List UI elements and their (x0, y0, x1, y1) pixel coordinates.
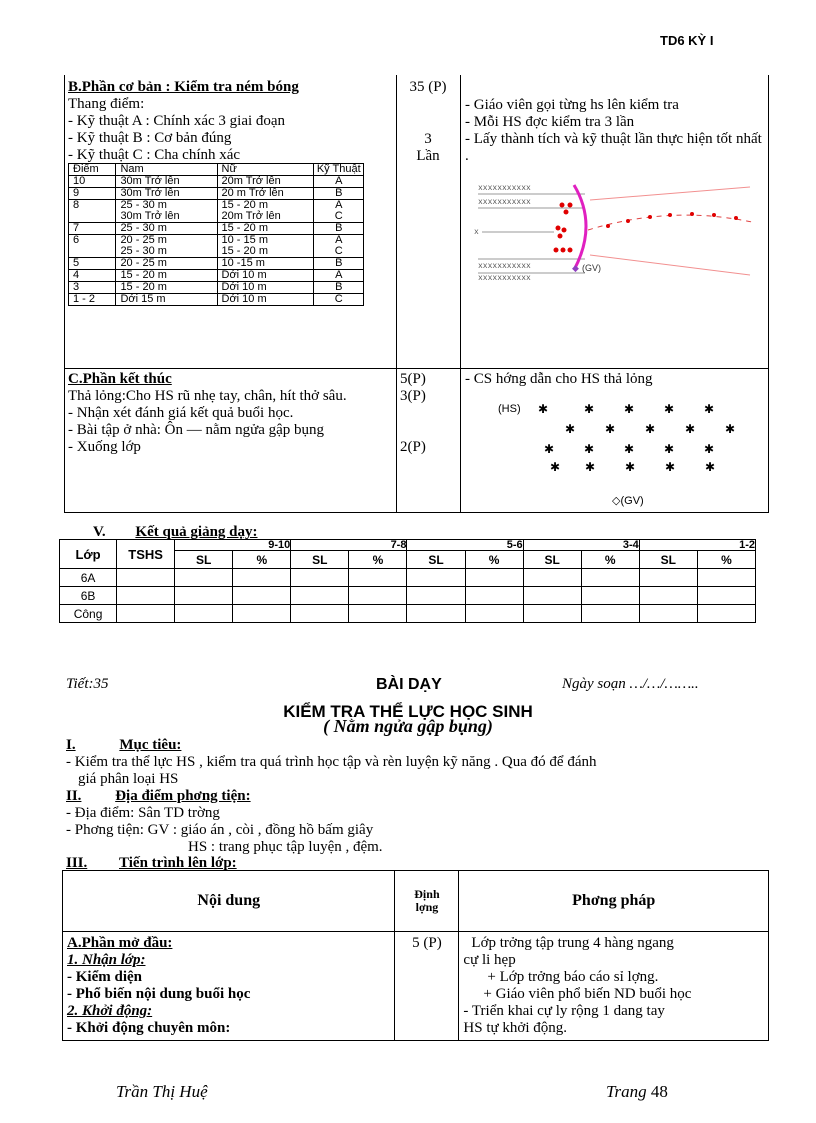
frame-right (768, 75, 769, 513)
scale-title: Thang điểm: (68, 96, 145, 112)
plan-a-method-line: + Lớp trởng báo cáo sỉ lợng. (487, 969, 659, 985)
result-cell (407, 605, 465, 623)
method-line: - Giáo viên gọi từng hs lên kiểm tra (465, 97, 679, 113)
technique-c: - Kỹ thuật C : Cha chính xác (68, 147, 241, 163)
score-cell: 9 (69, 188, 116, 200)
student-icon: ✱ (664, 442, 675, 456)
hs-label: (HS) (498, 403, 521, 415)
plan-a-item: - Khởi động chuyên môn: (67, 1020, 231, 1036)
score-cell: 15 - 20 m (116, 270, 217, 282)
x-row: xxxxxxxxxxx (478, 274, 531, 283)
x-mark: x (474, 228, 479, 237)
result-cell (175, 587, 233, 605)
section-c-content (68, 371, 368, 456)
score-header: Nữ (217, 164, 314, 176)
gv-diamond-icon: ◆ (572, 263, 579, 273)
plan-a-methods (459, 932, 769, 1041)
tiet-number: 35 (93, 676, 109, 692)
result-cell (523, 569, 581, 587)
result-cell (233, 569, 291, 587)
plan-a-item: - Kiểm diện (67, 969, 142, 985)
score-cell: 25 - 30 m (116, 223, 217, 235)
plan-header-content: Nội dung (63, 871, 395, 932)
sub-header: % (233, 551, 291, 569)
gv-formation-label: (GV) (620, 495, 644, 507)
section-2-num: II. (66, 788, 82, 804)
result-cell (117, 605, 175, 623)
score-cell: 20 m Trở lên (217, 188, 314, 200)
section-3-title: Tiến trình lên lớp: (119, 855, 237, 871)
section-2-title: Địa điểm phơng tiện: (115, 788, 251, 804)
student-icon: ✱ (725, 422, 736, 436)
score-header: Nam (116, 164, 217, 176)
technique-b: - Kỹ thuật B : Cơ bản đúng (68, 130, 232, 146)
footer-page (606, 1082, 668, 1102)
frame-divider-2 (460, 75, 461, 513)
student-icon: ✱ (664, 402, 675, 416)
score-cell: 4 (69, 270, 116, 282)
section-2-heading (66, 788, 251, 805)
section-c-item: - Nhận xét đánh giá kết quả buổi học. (68, 405, 294, 421)
result-cell (349, 569, 407, 587)
result-cell (233, 605, 291, 623)
group-header: 3-4 (523, 540, 639, 551)
section-2-line: - Địa điểm: Sân TD trờng (66, 805, 220, 821)
section-b-methods (465, 97, 765, 165)
score-cell: A C (314, 200, 364, 223)
section-c-item: - Bài tập ở nhà: Ôn — nằm ngửa gập bụng (68, 422, 325, 438)
ball-marks (554, 203, 739, 253)
sub-header: % (349, 551, 407, 569)
result-cell (233, 587, 291, 605)
plan-a-method-line: HS tự khởi động. (463, 1020, 567, 1036)
frame-bottom (64, 512, 769, 513)
sub-header: % (697, 551, 755, 569)
section-1-heading (66, 737, 181, 754)
score-cell: Dới 10 m (217, 282, 314, 294)
footer-page-number: 48 (650, 1082, 668, 1101)
x-row: xxxxxxxxxxx (478, 262, 531, 271)
plan-a-method-line: Lớp trởng tập trung 4 hàng ngang (471, 935, 674, 951)
result-cell (291, 587, 349, 605)
x-row: xxxxxxxxxxx (478, 198, 531, 207)
score-cell: 15 - 20 m (116, 282, 217, 294)
method-line: - Lấy thành tích và kỹ thuật lần thực hiện tốt nhất . (465, 131, 762, 164)
score-cell: Dới 10 m (217, 294, 314, 306)
plan-a-item: 2. Khởi động: (67, 1003, 153, 1019)
score-cell: C (314, 294, 364, 306)
section-b-time: 35 (P) (409, 79, 447, 95)
section-c-heading: C.Phần kết thúc (68, 371, 172, 387)
method-line: - Mỗi HS đợc kiểm tra 3 lần (465, 114, 635, 130)
sub-header: SL (407, 551, 465, 569)
section-3-num: III. (66, 855, 88, 871)
class-name: 6A (60, 569, 117, 587)
result-cell (697, 587, 755, 605)
section-1-title: Mục tiêu: (119, 737, 182, 753)
result-cell (639, 587, 697, 605)
result-cell (117, 569, 175, 587)
student-icon: ✱ (605, 422, 616, 436)
score-cell: 30m Trở lên (116, 188, 217, 200)
plan-a-method-line: cự li hẹp (463, 952, 516, 968)
result-cell (581, 587, 639, 605)
class-name: Công (60, 605, 117, 623)
result-cell (349, 605, 407, 623)
result-cell (697, 605, 755, 623)
score-cell: B (314, 188, 364, 200)
section-1-line: giá phân loại HS (78, 771, 179, 787)
result-cell (407, 569, 465, 587)
result-cell (291, 569, 349, 587)
score-cell: 15 - 20 m 20m Trở lên (217, 200, 314, 223)
score-cell: 3 (69, 282, 116, 294)
result-cell (465, 587, 523, 605)
sector-line (590, 255, 750, 275)
student-icon: ✱ (704, 402, 715, 416)
result-cell (465, 605, 523, 623)
score-cell: B (314, 282, 364, 294)
section-c-method: - CS hớng dẫn cho HS thả lỏng (465, 371, 653, 387)
plan-header-method: Phơng pháp (459, 871, 769, 932)
student-icon: ✱ (538, 402, 549, 416)
score-cell: 10 -15 m (217, 258, 314, 270)
sub-header: % (581, 551, 639, 569)
sector-line (590, 187, 750, 200)
result-cell (639, 605, 697, 623)
score-cell: 10 - 15 m 15 - 20 m (217, 235, 314, 258)
footer-page-label: Trang (606, 1082, 647, 1101)
score-cell: 20 - 25 m (116, 258, 217, 270)
section-c-time: 3(P) (400, 388, 426, 404)
score-cell: 7 (69, 223, 116, 235)
plan-header-amount: Định lợng (395, 871, 459, 932)
page-header: TD6 KỲ I (660, 33, 714, 48)
flight-path (588, 215, 752, 230)
section-c-time: 2(P) (400, 439, 426, 455)
result-cell (349, 587, 407, 605)
plan-a-item: 1. Nhận lớp: (67, 952, 146, 968)
student-formation (530, 400, 760, 480)
student-icon: ✱ (685, 422, 696, 436)
section-c-time: 5(P) (400, 371, 426, 387)
result-cell (697, 569, 755, 587)
col-lop: Lớp (60, 540, 117, 569)
results-title: Kết quả giảng dạy: (135, 524, 258, 540)
score-header: Kỹ Thuật (314, 164, 364, 176)
tiet-label: Tiết: (66, 676, 94, 692)
section-c-item: Thả lỏng:Cho HS rũ nhẹ tay, chân, hít thở sâu. (68, 388, 347, 404)
results-table (59, 539, 756, 623)
tiet (66, 676, 109, 693)
footer-author: Trần Thị Huệ (116, 1082, 208, 1101)
section-2-line: - Phơng tiện: GV : giáo án , còi , đồng hồ bấm giây (66, 822, 374, 838)
score-cell: 6 (69, 235, 116, 258)
result-cell (291, 605, 349, 623)
score-cell: A (314, 176, 364, 188)
group-header: 1-2 (639, 540, 755, 551)
score-cell: A C (314, 235, 364, 258)
section-1-text (66, 754, 766, 788)
result-cell (639, 569, 697, 587)
score-cell: B (314, 258, 364, 270)
plan-a-heading: A.Phần mở đầu: (67, 935, 173, 951)
result-cell (407, 587, 465, 605)
result-cell (117, 587, 175, 605)
throwing-diagram (470, 180, 760, 283)
score-cell: 10 (69, 176, 116, 188)
group-header: 5-6 (407, 540, 523, 551)
results-num: V. (93, 524, 106, 540)
result-cell (465, 569, 523, 587)
score-cell: B (314, 223, 364, 235)
frame-left (64, 75, 65, 513)
group-header: 7-8 (291, 540, 407, 551)
rounds-num: 3 (424, 131, 432, 147)
score-cell: 30m Trở lên (116, 176, 217, 188)
result-cell (523, 587, 581, 605)
gv-formation (612, 494, 644, 507)
plan-a-time: 5 (P) (395, 932, 459, 1041)
ngay-soan: Ngày soạn …/…/…….. (562, 676, 699, 692)
gv-label: (GV) (582, 263, 601, 273)
student-icon: ✱ (584, 442, 595, 456)
section-1-line: - Kiểm tra thể lực HS , kiểm tra quá trình học tập và rèn luyện kỹ năng . Qua đó để đánh (66, 754, 597, 770)
section-b-content (68, 79, 394, 164)
student-icon: ✱ (550, 460, 561, 474)
score-cell: 25 - 30 m 30m Trở lên (116, 200, 217, 223)
group-header: 9-10 (175, 540, 291, 551)
plan-a-item: - Phổ biến nội dung buổi học (67, 986, 251, 1002)
student-icon: ✱ (584, 402, 595, 416)
score-cell: 8 (69, 200, 116, 223)
sub-header: % (465, 551, 523, 569)
student-icon: ✱ (625, 460, 636, 474)
score-cell: Dới 10 m (217, 270, 314, 282)
rounds-unit: Lần (416, 148, 440, 164)
plan-a-content (63, 932, 395, 1041)
score-cell: 1 - 2 (69, 294, 116, 306)
technique-a: - Kỹ thuật A : Chính xác 3 giai đoạn (68, 113, 286, 129)
lesson-label: BÀI DẠY (376, 676, 442, 693)
score-cell: Dới 15 m (116, 294, 217, 306)
student-icon: ✱ (565, 422, 576, 436)
section-2-line: HS : trang phục tập luyện , đệm. (188, 839, 383, 855)
frame-row-sep (64, 368, 769, 369)
lesson-title: KIỂM TRA THỂ LỰC HỌC SINH (283, 702, 533, 721)
student-icon: ✱ (704, 442, 715, 456)
lesson-subtitle: ( Nằm ngửa gập bụng) (323, 716, 493, 736)
class-name: 6B (60, 587, 117, 605)
result-cell (523, 605, 581, 623)
score-cell: 20m Trở lên (217, 176, 314, 188)
result-cell (175, 569, 233, 587)
result-cell (175, 605, 233, 623)
sub-header: SL (291, 551, 349, 569)
student-icon: ✱ (585, 460, 596, 474)
student-icon: ✱ (624, 442, 635, 456)
score-cell: A (314, 270, 364, 282)
sub-header: SL (175, 551, 233, 569)
x-row: xxxxxxxxxxx (478, 184, 531, 193)
section-c-item: - Xuống lớp (68, 439, 141, 455)
result-cell (581, 605, 639, 623)
student-icon: ✱ (665, 460, 676, 474)
student-icon: ✱ (705, 460, 716, 474)
section-1-num: I. (66, 737, 76, 753)
section-2-text (66, 805, 766, 856)
plan-a-method-line: - Triển khai cự ly rộng 1 dang tay (463, 1003, 665, 1019)
plan-a-method-line: + Giáo viên phổ biến ND buổi học (483, 986, 692, 1002)
score-cell: 20 - 25 m 25 - 30 m (116, 235, 217, 258)
sub-header: SL (523, 551, 581, 569)
score-cell: 5 (69, 258, 116, 270)
section-b-heading: B.Phần cơ bản : Kiểm tra ném bóng (68, 79, 299, 95)
score-header: Điểm (69, 164, 116, 176)
result-cell (581, 569, 639, 587)
student-icon: ✱ (544, 442, 555, 456)
frame-divider-1 (396, 75, 397, 513)
throw-arc (574, 185, 586, 270)
sub-header: SL (639, 551, 697, 569)
col-tshs: TSHS (117, 540, 175, 569)
student-icon: ✱ (645, 422, 656, 436)
score-cell: 15 - 20 m (217, 223, 314, 235)
gv-icon: ◇ (612, 495, 621, 507)
student-icon: ✱ (624, 402, 635, 416)
score-table (68, 163, 364, 306)
plan-table (62, 870, 769, 1041)
